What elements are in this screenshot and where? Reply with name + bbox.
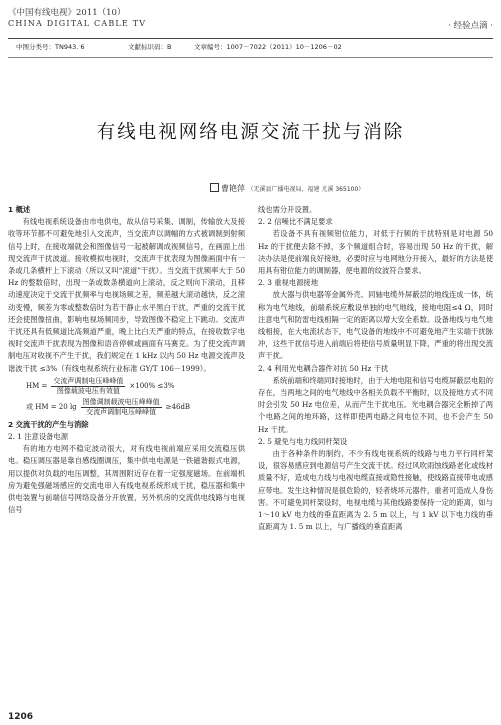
paragraph: 有线电视系统设备由市电供电，故从信号采集、调制，传输放大及接收等环节都不可避免地引入交流声，当交流声以调幅的方式被调制到射频信号上时，在接收端就会和图像信号一起被解调成视频信号，在画面上出现交流声干扰波道。接收模拟电视时，交流声干扰表现为图像画面中有一条或几条横杆上下滚动（所以又叫“滚道”干扰）。当交流干扰频率大于 50 Hz 的整数倍时，出现一条或数条横道向上滚动，反之则向下滚动，且移动速度决定于交流干扰频率与电视场频之差，频差越大滚动越快，反之滚动变慢，频差为零或整数倍时为若干静止水平黑白干扰，严重的交流干扰还会使图像扭曲，影响电视场频同步，导致图像不稳定上下跳动。交流声干扰还具有低频道比高频道严重，晚上比白天严重的特点，在接收数字电视时交流声干扰表现为图像和语音停顿或画面有马赛克。为了使交流声调制电压对收视不产生干扰，我们规定在 1 kHz 以内 50 Hz 电源交流声及谐波干扰 ≤3%（有线电视系统行业标准 GY/T 106－1999）。 [8,217,245,373]
subsection-heading: 2. 4 利用光电耦合器件对抗 50 Hz 干扰 [258,363,389,373]
clc-number: 中图分类号：TN943. 6 [16,43,85,51]
author-name: 曹艳萍 [221,184,245,193]
formula-rhs: ×100% ≤3% [129,381,175,390]
right-column [258,204,493,533]
formula-rhs: ≥46dB [165,402,191,411]
formula-fraction [81,398,162,417]
formula-lhs: 或 HM = 20 lg [26,402,77,411]
paragraph: 由于各种条件的制约，不少有线电视系统的线路与电力平行同杆架设，很容易感应到电源信号产生交流干扰。经过风吹雨蚀线路老化或线材质量不好，造成电力线与电视电缆直接或隐性接触，使线路直接带电或感应带电。发生这种情况是很危险的，轻者烧坏元器件，重者可造成人身伤害。不可避免同杆架设时，电视电缆与其他线路要保持一定的距离，如与 1～10 kV 电力线的垂直距离为 2. 5 m 以上，与 1 kV 以下电力线的垂直距离为 1. 5 m 以上，与广播线的垂直距离 [258,449,493,532]
author-box-icon [210,183,219,192]
formula-numerator: 图像调制载波电压峰峰值 [82,397,160,406]
paragraph: 若设备不具有视频钳位能力，对低于行频的干扰特别是对电源 50 Hz 的干扰便去除不掉，多个频道组合时，容易出现 50 Hz 的干扰，解决办法是使前端良好接地，必要时应与电网地分开接入，最好的方法是使用具有钳位能力的调制器，使电源的纹波符合要求。 [258,229,493,276]
header-rule [8,38,493,39]
formula-hm-db [8,398,245,417]
section-label: · 经验点滴 · [448,21,493,31]
paragraph-continued: 线也需分开设置。 [258,205,317,214]
formula-fraction [51,377,125,396]
formula-denominator: 交流声调制电压峰峰值 [86,407,157,416]
article-number: 文章编号：1007－7022（2011）10－1206－02 [194,43,342,51]
page-number: 1206 [8,712,34,722]
paragraph: 放大器与供电器等金属外壳、同轴电缆外屏蔽层的地线连成一体，统称为电气地线，前端系统应敷设单独的电气地线，接地电阻≤4 Ω，同时注意电气和防雷电线相隔一定的距离以增大安全系数。设备地线与电气地线相接，在大电流状态下，电气设备的地线中不可避免地产生实端干扰脉冲，这些干扰信号进入前端后将使信号质量明显下降，严重的将出现交流声干扰。 [258,290,493,361]
formula-hm [8,377,245,396]
subsection-heading: 2. 5 避免与电力线同杆架设 [258,436,348,446]
subsection-heading: 2. 1 注意设备电源 [8,432,69,442]
formula-numerator: 交流声调制电压峰峰值 [53,376,124,385]
metadata-rule [8,57,493,58]
article-metadata [16,42,493,54]
subsection-heading: 2. 2 信噪比不满足要求 [258,217,333,227]
paragraph: 系统前端和终端同时接地时，由于大地电阻和信号电缆屏蔽层电阻的存在，当两地之间的电气地线中各相关负载不平衡时，以及接地方式不同时会引发 50 Hz 电位差，从而产生干扰电压。光电耦合器完全断掉了两个电路之间的地环路，这样即使两电路之间电位不同，也不会产生 50 Hz 干扰。 [258,375,493,434]
author-affiliation: （无溪县广播电视局，福建 尤溪 365100） [247,186,365,193]
formula-denominator: 图像载波电压有效值 [56,386,120,395]
section-heading: 2 交流干扰的产生与消除 [8,419,89,429]
paragraph: 有的地方电网不稳定波动很大，对有线电视前端应采用交流稳压供电。稳压调压器是靠自感线圈调压，集中供电电源是一铁磁谐振式电源，用以提供对负载的电压调整，其周围附近存在着一定强度磁场。在前端机房为避免强磁场感应的交流电串入有线电视系统形成干扰，稳压器和集中供电装置与前端信号网络设备分开放置，另外机房的交流供电线路与电视信号 [8,444,245,515]
journal-name-english: CHINA DIGITAL CABLE TV [8,19,147,28]
running-header [8,6,493,36]
article-title: 有线电视网络电源交流干扰与消除 [96,122,405,143]
author-line [210,183,364,194]
section-heading: 1 概述 [8,205,31,214]
formula-lhs: HM = [26,381,48,390]
journal-name: 《中国有线电视》2011（10） [8,8,126,18]
left-column [8,204,245,516]
document-code: 文献标识码：B [128,43,172,51]
subsection-heading: 2. 3 重视电源接地 [258,278,319,288]
